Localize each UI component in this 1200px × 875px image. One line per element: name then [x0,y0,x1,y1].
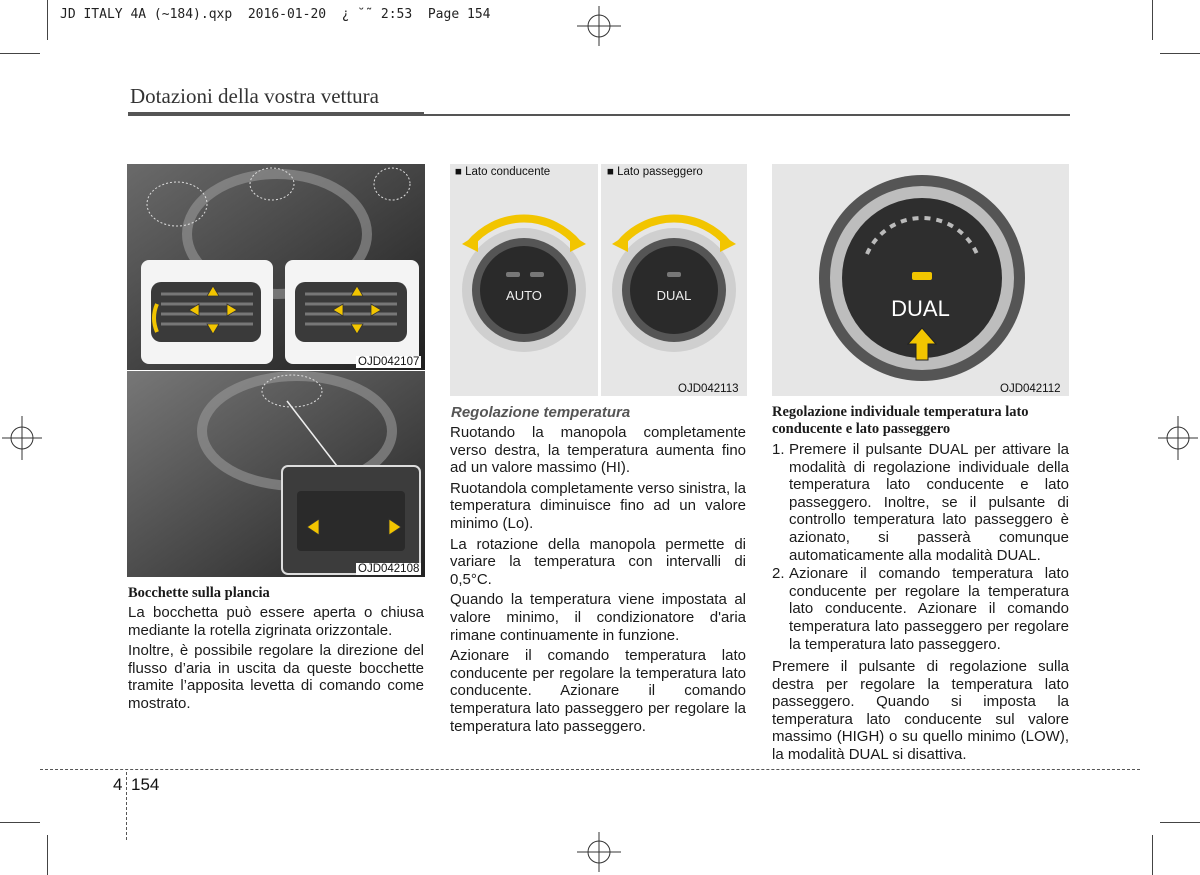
crop-mark [0,822,40,823]
registration-mark-right [1158,416,1198,460]
panel-label: ■ Lato conducente [455,166,551,178]
step-number: 1. [772,441,785,458]
figure-code: OJD042107 [358,356,420,368]
paragraph: Azionare il comando temperatura lato conducente per regolare la temperatura lato conducente. Azionare il comando temperatura lato passeggero per regolare la temperatura lato passeggero. [450,647,746,735]
vents-text [128,604,424,716]
panel-label: ■ Lato passeggero [607,166,703,178]
figure-code: OJD042108 [358,563,420,575]
paragraph: Ruotandola completamente verso sinistra, la temperatura diminuisce fino ad un valore minimo (Lo). [450,479,746,532]
registration-mark-bottom [577,832,621,872]
dual-label: DUAL [891,296,950,321]
knob-panel-driver [450,164,598,396]
chapter-number: 4 [113,775,123,794]
footer-divider [126,772,127,840]
center-vent-photo [127,371,425,577]
print-slug: JD ITALY 4A (~184).qxp 2016-01-20 ¿ ˘˜ 2:53 Page 154 [60,7,491,22]
crop-mark [1160,822,1200,823]
center-vent-illustration [127,371,425,577]
step-item [772,565,1069,653]
knob-label: DUAL [656,288,692,303]
crop-mark [0,53,40,54]
figure-code: OJD042113 [678,383,739,395]
step-number: 2. [772,565,785,583]
paragraph: Quando la temperatura viene impostata al valore minimo, il condizionatore d'aria rimane continuamente in funzione. [450,591,746,644]
crop-mark [47,0,48,40]
vents-heading: Bocchette sulla plancia [128,585,270,601]
dual-steps [772,441,1069,654]
registration-mark-top [577,6,621,46]
section-title: Dotazioni della vostra vettura [130,84,379,108]
knob-label: AUTO [506,288,542,303]
dashboard-vents-illustration [127,164,425,370]
temperature-knob-auto [450,204,598,354]
paragraph: Ruotando la manopola completamente verso destra, la temperatura aumenta fino ad un valore massimo (HI). [450,424,746,477]
dual-button-panel [772,164,1069,396]
dual-heading: Regolazione individuale temperatura lato conducente e lato passeggero [772,404,1029,437]
temperature-knob-dual [601,204,747,354]
crop-mark [47,835,48,875]
paragraph: La bocchetta può essere aperta o chiusa mediante la rotella zigrinata orizzontale. [128,604,424,639]
dashboard-vents-photo [127,164,425,370]
footer-rule [40,769,1140,770]
crop-mark [1152,0,1153,40]
paragraph: Inoltre, è possibile regolare la direzione del flusso d’aria in uscita da queste bocchette tramite l’apposita levetta di comando come mostrato. [128,642,424,712]
step-item [772,441,1069,564]
temperature-heading: Regolazione temperatura [451,404,631,421]
figure-code: OJD042112 [1000,383,1061,395]
dual-button-illustration [772,164,1069,396]
temperature-text [450,424,746,738]
step-text: Premere il pulsante DUAL per attivare la modalità di regolazione individuale della temperatura lato conducente e lato passeggero. Inoltre, se il pulsante di controllo temperatura lato passeggero è azionato, si passerà comunque automaticamente alla modalità DUAL. [789,441,1069,564]
title-rule [128,112,424,116]
step-text: Azionare il comando temperatura lato conducente per regolare la temperatura lato conducente. Azionare il comando temperatura lato passeggero per regolare la temperatura lato passeggero. [789,565,1069,653]
page-number: 154 [131,775,160,794]
dual-paragraph: Premere il pulsante di regolazione sulla destra per regolare la temperatura lato passeggero. Quando si imposta la temperatura lato conducente sul valore massimo (HIGH) o su quello minimo (LOW), la modalità DUAL si disattiva. [772,658,1069,763]
registration-mark-left [2,416,42,460]
crop-mark [1152,835,1153,875]
knob-panel-passenger [601,164,747,396]
crop-mark [1160,53,1200,54]
title-rule-thin [424,114,1070,116]
paragraph: La rotazione della manopola permette di variare la temperatura con intervalli di 0,5°C. [450,535,746,588]
